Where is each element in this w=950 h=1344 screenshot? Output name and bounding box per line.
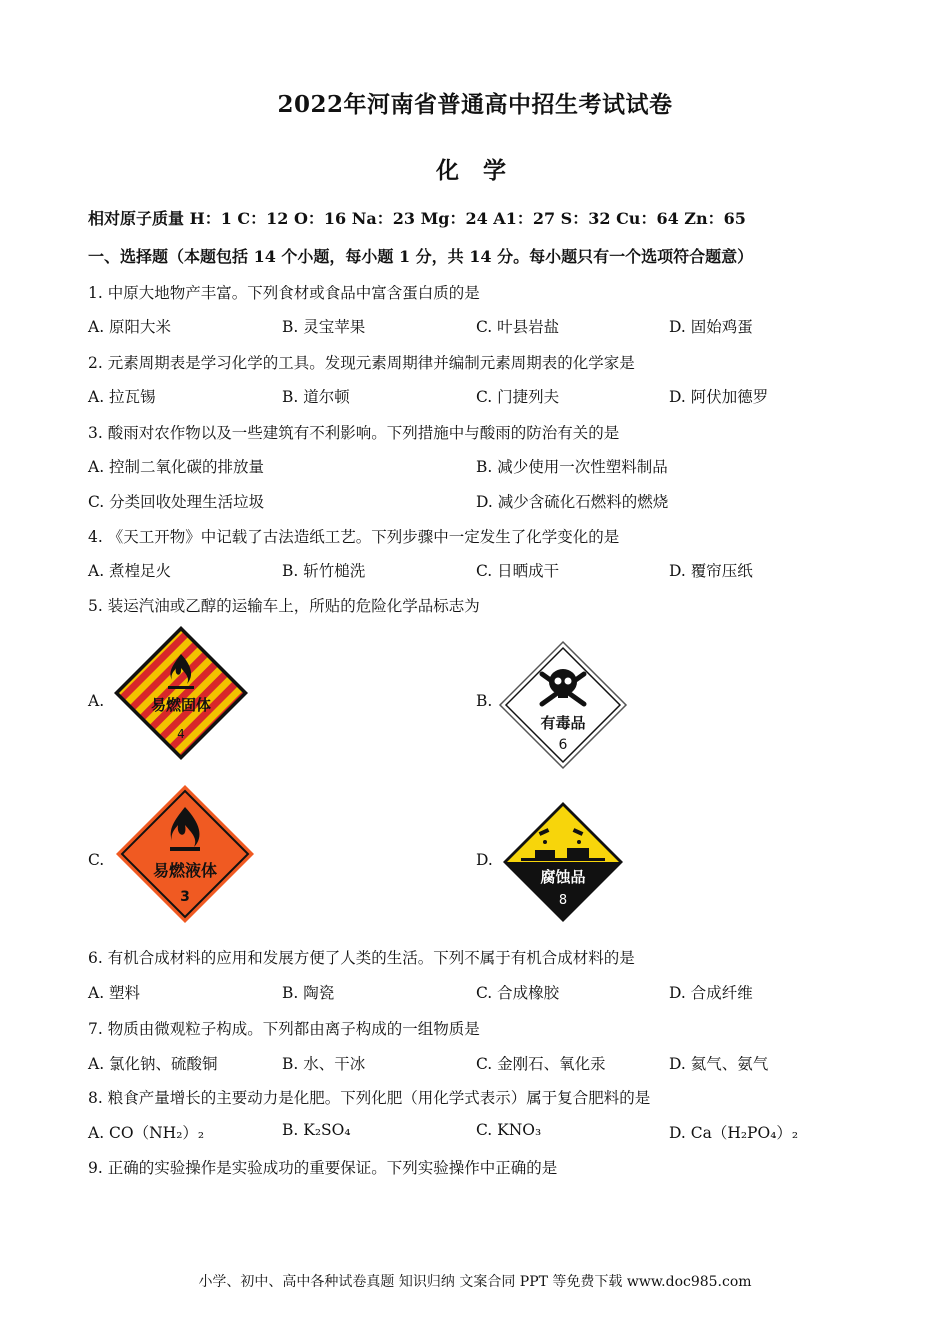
q6-option-a: A. 塑料 [88, 984, 141, 1002]
q2-option-b: B. 道尔顿 [282, 388, 350, 406]
q4-option-d: D. 覆帘压纸 [669, 562, 753, 580]
q8-option-a: A. CO（NH₂）₂ [88, 1124, 205, 1142]
page-footer: 小学、初中、高中各种试卷真题 知识归纳 文案合同 PPT 等免费下载 www.doc985.com [198, 1274, 752, 1290]
sign-c-number: 3 [180, 889, 190, 905]
subject-title: 化 学 [435, 157, 514, 184]
q6-option-b: B. 陶瓷 [282, 984, 335, 1002]
q8-option-d: D. Ca（H₂PO₄）₂ [669, 1124, 799, 1142]
question-8: 8. 粮食产量增长的主要动力是化肥。下列化肥（用化学式表示）属于复合肥料的是 [88, 1089, 651, 1107]
q3-option-d: D. 减少含硫化石燃料的燃烧 [476, 493, 669, 511]
question-2: 2. 元素周期表是学习化学的工具。发现元素周期律并编制元素周期表的化学家是 [88, 354, 635, 372]
q5-option-a: A. [88, 692, 105, 710]
hazard-sign-toxic [498, 640, 628, 774]
sign-b-number: 6 [558, 737, 568, 753]
sign-b-label: 有毒品 [540, 714, 586, 732]
q1-option-a: A. 原阳大米 [88, 318, 172, 336]
question-5: 5. 装运汽油或乙醇的运输车上，所贴的危险化学品标志为 [88, 597, 480, 615]
q4-option-b: B. 斩竹槌洗 [282, 562, 366, 580]
sign-d-number: 8 [558, 893, 568, 908]
q6-option-c: C. 合成橡胶 [476, 984, 560, 1002]
hazard-sign-flammable-solid [112, 624, 250, 766]
q4-option-a: A. 煮楻足火 [88, 562, 172, 580]
q7-option-a: A. 氯化钠、硫酸铜 [88, 1055, 218, 1073]
hazard-sign-flammable-liquid [114, 783, 256, 929]
q8-option-b: B. K₂SO₄ [282, 1121, 351, 1139]
q7-option-c: C. 金刚石、氧化汞 [476, 1055, 606, 1073]
q1-option-c: C. 叶县岩盐 [476, 318, 560, 336]
q8-option-c: C. KNO₃ [476, 1121, 542, 1139]
question-3: 3. 酸雨对农作物以及一些建筑有不利影响。下列措施中与酸雨的防治有关的是 [88, 424, 620, 442]
section-heading: 一、选择题（本题包括 14 个小题，每小题 1 分，共 14 分。每小题只有一个选项符合题意） [88, 247, 754, 266]
q5-option-d: D. [476, 851, 493, 869]
q3-option-c: C. 分类回收处理生活垃圾 [88, 493, 265, 511]
q5-option-c: C. [88, 851, 105, 869]
question-4: 4. 《天工开物》中记载了古法造纸工艺。下列步骤中一定发生了化学变化的是 [88, 528, 620, 546]
q3-option-b: B. 减少使用一次性塑料制品 [476, 458, 668, 476]
sign-a-label: 易燃固体 [150, 696, 212, 714]
q5-option-b: B. [476, 692, 493, 710]
q4-option-c: C. 日晒成干 [476, 562, 560, 580]
q3-option-a: A. 控制二氧化碳的排放量 [88, 458, 265, 476]
atomic-masses: 相对原子质量 H：1 C：12 O：16 Na：23 Mg：24 A1：27 S：32 Cu：64 Zn：65 [88, 209, 746, 228]
sign-a-number: 4 [177, 727, 185, 741]
q1-option-d: D. 固始鸡蛋 [669, 318, 753, 336]
sign-d-label: 腐蚀品 [540, 868, 586, 886]
question-7: 7. 物质由微观粒子构成。下列都由离子构成的一组物质是 [88, 1020, 480, 1038]
q1-option-b: B. 灵宝苹果 [282, 318, 366, 336]
question-6: 6. 有机合成材料的应用和发展方便了人类的生活。下列不属于有机合成材料的是 [88, 949, 635, 967]
q2-option-d: D. 阿伏加德罗 [669, 388, 769, 406]
sign-c-label: 易燃液体 [152, 861, 218, 880]
question-9: 9. 正确的实验操作是实验成功的重要保证。下列实验操作中正确的是 [88, 1159, 558, 1177]
exam-title: 2022年河南省普通高中招生考试试卷 [277, 91, 673, 118]
q7-option-d: D. 氦气、氨气 [669, 1055, 769, 1073]
q2-option-a: A. 拉瓦锡 [88, 388, 156, 406]
q6-option-d: D. 合成纤维 [669, 984, 753, 1002]
question-1: 1. 中原大地物产丰富。下列食材或食品中富含蛋白质的是 [88, 284, 480, 302]
q7-option-b: B. 水、干冰 [282, 1055, 366, 1073]
q2-option-c: C. 门捷列夫 [476, 388, 560, 406]
hazard-sign-corrosive [501, 800, 625, 928]
